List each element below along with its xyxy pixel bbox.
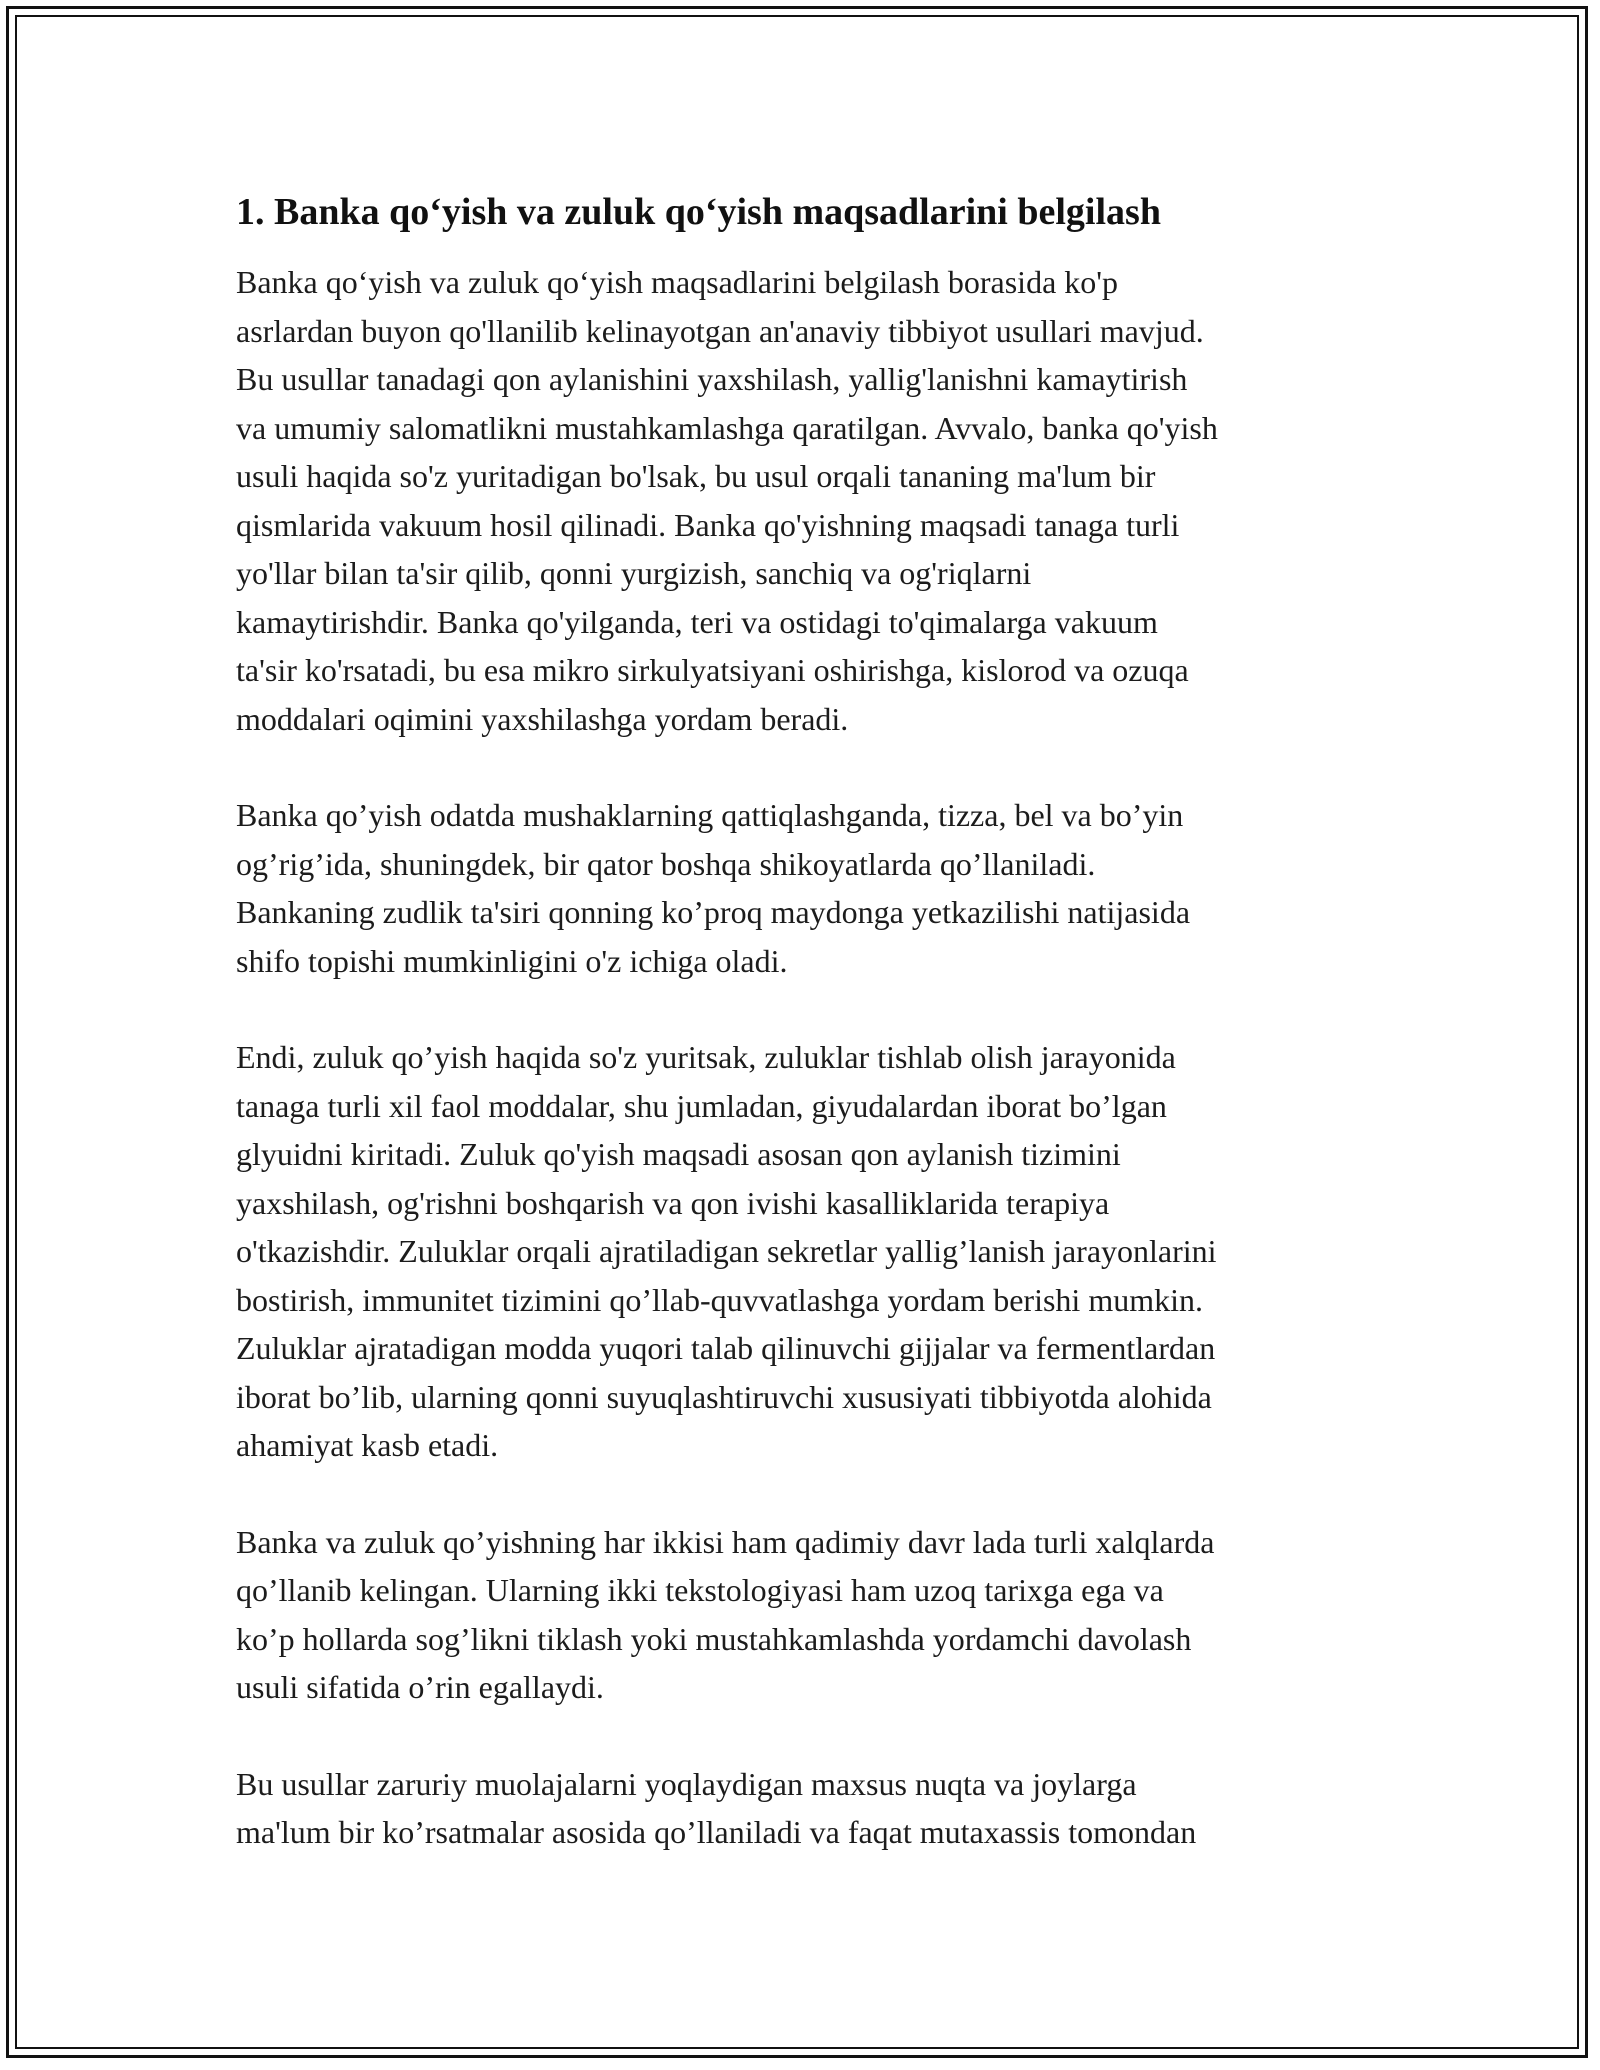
paragraph-line: shifo topishi mumkinligini o'z ichiga oladi. xyxy=(236,942,788,979)
paragraph-line: glyuidni kiritadi. Zuluk qo'yish maqsadi asosan qon aylanish tizimini xyxy=(236,1136,1121,1172)
document-body xyxy=(236,186,1376,1905)
section-heading: 1. Banka qo‘yish va zuluk qo‘yish maqsadlarini belgilash xyxy=(236,191,1161,233)
paragraph-line: bostirish, immunitet tizimini qo’llab-quvvatlashga yordam berishi mumkin. xyxy=(236,1281,1203,1318)
paragraph-2 xyxy=(236,791,1376,985)
paragraph-line: Bankaning zudlik ta'siri qonning ko’proq maydonga yetkazilishi natijasida xyxy=(236,894,1191,930)
paragraph-line: Bu usullar zaruriy muolajalarni yoqlaydigan maxsus nuqta va joylarga xyxy=(236,1765,1137,1802)
paragraph-line: moddalari oqimini yaxshilashga yordam beradi. xyxy=(236,700,849,737)
paragraph-line: va umumiy salomatlikni mustahkamlashga qaratilgan. Avvalo, banka qo'yish xyxy=(236,409,1218,446)
paragraph-line: tanaga turli xil faol moddalar, shu jumladan, giyudalardan iborat bo’lgan xyxy=(236,1087,1167,1124)
paragraph-5 xyxy=(236,1760,1376,1857)
paragraph-line: Banka qo’yish odatda mushaklarning qattiqlashganda, tizza, bel va bo’yin xyxy=(236,797,1184,833)
paragraph-line: yaxshilash, og'rishni boshqarish va qon ivishi kasalliklarida terapiya xyxy=(236,1184,1110,1221)
paragraph-4 xyxy=(236,1518,1376,1712)
paragraph-line: asrlardan buyon qo'llanilib kelinayotgan an'anaviy tibbiyot usullari mavjud. xyxy=(236,312,1204,349)
paragraph-line: ahamiyat kasb etadi. xyxy=(236,1427,499,1463)
paragraph-line: iborat bo’lib, ularning qonni suyuqlashtiruvchi xususiyati tibbiyotda alohida xyxy=(236,1378,1212,1415)
paragraph-line: Banka va zuluk qo’yishning har ikkisi ham qadimiy davr lada turli xalqlarda xyxy=(236,1523,1215,1560)
paragraph-line: Endi, zuluk qo’yish haqida so'z yuritsak, zuluklar tishlab olish jarayonida xyxy=(236,1039,1176,1075)
paragraph-line: Bu usullar tanadagi qon aylanishini yaxshilash, yallig'lanishni kamaytirish xyxy=(236,361,1188,397)
paragraph-3 xyxy=(236,1033,1376,1470)
paragraph-line: Zuluklar ajratadigan modda yuqori talab qilinuvchi gijjalar va fermentlardan xyxy=(236,1330,1216,1366)
paragraph-line: Banka qo‘yish va zuluk qo‘yish maqsadlarini belgilash borasida ko'p xyxy=(236,264,1119,300)
paragraph-line: ko’p hollarda sog’likni tiklash yoki mustahkamlashda yordamchi davolash xyxy=(236,1620,1192,1657)
paragraph-line: ta'sir ko'rsatadi, bu esa mikro sirkulyatsiyani oshirishga, kislorod va ozuqa xyxy=(236,652,1189,688)
paragraph-line: usuli sifatida o’rin egallaydi. xyxy=(236,1669,604,1705)
paragraph-1 xyxy=(236,258,1376,743)
paragraph-line: ma'lum bir ko’rsatmalar asosida qo’llaniladi va faqat mutaxassis tomondan xyxy=(236,1814,1197,1850)
paragraph-line: kamaytirishdir. Banka qo'yilganda, teri va ostidagi to'qimalarga vakuum xyxy=(236,603,1158,640)
paragraph-line: yo'llar bilan ta'sir qilib, qonni yurgizish, sanchiq va og'riqlarni xyxy=(236,555,1032,591)
paragraph-line: o'tkazishdir. Zuluklar orqali ajratiladigan sekretlar yallig’lanish jarayonlarini xyxy=(236,1233,1217,1269)
paragraph-line: og’rig’ida, shuningdek, bir qator boshqa shikoyatlarda qo’llaniladi. xyxy=(236,845,1096,882)
paragraph-line: qo’llanib kelingan. Ularning ikki tekstologiyasi ham uzoq tarixga ega va xyxy=(236,1572,1164,1608)
paragraph-line: usuli haqida so'z yuritadigan bo'lsak, bu usul orqali tananing ma'lum bir xyxy=(236,458,1156,494)
paragraph-line: qismlarida vakuum hosil qilinadi. Banka qo'yishning maqsadi tanaga turli xyxy=(236,506,1180,543)
